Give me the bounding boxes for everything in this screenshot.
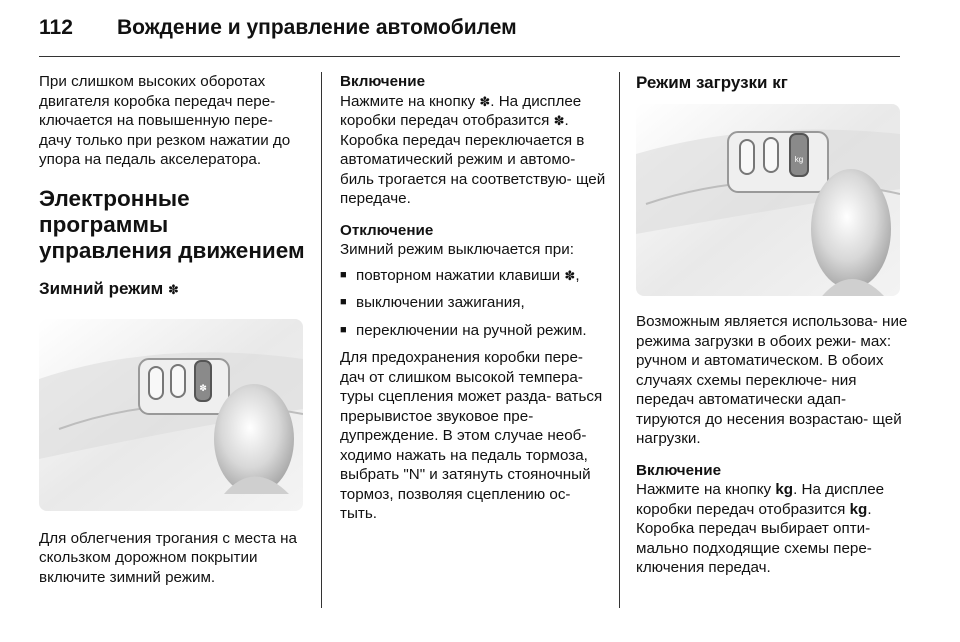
snowflake-icon: ✽	[564, 267, 576, 283]
header-divider	[39, 56, 900, 57]
section-title: Электронные программы управления движением	[39, 185, 305, 263]
page-number: 112	[39, 16, 73, 39]
column-1	[39, 72, 307, 599]
list-item: ■ выключении зажигания,	[340, 294, 525, 311]
winter-mode-illustration	[39, 319, 303, 511]
page-title: Вождение и управление автомобилем	[117, 16, 517, 39]
load-enable-heading: Включение	[636, 461, 722, 479]
list-item: ■ переключении на ручной режим.	[340, 321, 587, 339]
kg-label: kg	[849, 500, 868, 518]
disable-intro: Зимний режим выключается при:	[340, 241, 574, 258]
winter-mode-text: Для облегчения трогания с места на скользком дорожном покрытии включите зимний режим.	[39, 529, 297, 586]
column-divider-1	[321, 72, 322, 608]
protection-text: Для предохранения коробки пере- дач от слишком высокой темпера- туры сцепления может разда- ваться прерывистое звуковое пре- дупреждение. В этом случае необ- ходимо нажать на педаль тормоза, выбрать "N" и затянуть стояночный тормоз, позволяя сцеплению ос- тыть.	[340, 349, 603, 522]
enable-heading: Включение	[340, 73, 426, 90]
snowflake-icon: ✽	[553, 113, 565, 128]
column-3	[636, 72, 908, 590]
list-item: ■ повторном нажатии клавиши ✽,	[340, 266, 580, 284]
load-mode-illustration	[636, 104, 900, 296]
column-2	[340, 72, 608, 536]
winter-mode-heading	[39, 278, 307, 301]
load-enable-text: Нажмите на кнопку kg. На дисплее коробки передач отобразится kg. Коробка передач выбирает опти- мально подходящие схемы пере- ключения передач.	[636, 481, 885, 576]
column-divider-2	[619, 72, 620, 608]
snowflake-icon: ✽	[479, 93, 491, 109]
bullet-icon: ■	[340, 268, 347, 281]
disable-heading: Отключение	[340, 221, 434, 239]
winter-mode-title: Зимний режим	[39, 278, 164, 298]
svg-text:✽: ✽	[199, 382, 207, 393]
load-mode-text: Возможным является использова- ние режима загрузки в обоих режи- мах: ручном и автоматическом. В обоих случаях схемы переключе- ния передач автоматически адап- тируются до несения возрастаю- щей нагрузки.	[636, 313, 908, 447]
snowflake-icon: ✽	[168, 281, 179, 297]
intro-paragraph: При слишком высоких оборотах двигателя коробка передач пере- ключается на повышенную пере- дачу только при резком нажатии до упора на педаль акселератора.	[39, 73, 291, 168]
svg-text:kg: kg	[794, 155, 804, 164]
bullet-icon: ■	[340, 323, 347, 336]
bullet-icon: ■	[340, 296, 347, 308]
enable-text: Нажмите на кнопку ✽. На дисплее коробки передач отобразится ✽. Коробка передач переключается в автоматический режим и автомо- биль трогается на соответствую- щей передаче.	[340, 92, 606, 207]
kg-label: kg	[775, 481, 794, 498]
load-mode-title: Режим загрузки кг	[636, 73, 788, 92]
page-header	[39, 16, 517, 46]
